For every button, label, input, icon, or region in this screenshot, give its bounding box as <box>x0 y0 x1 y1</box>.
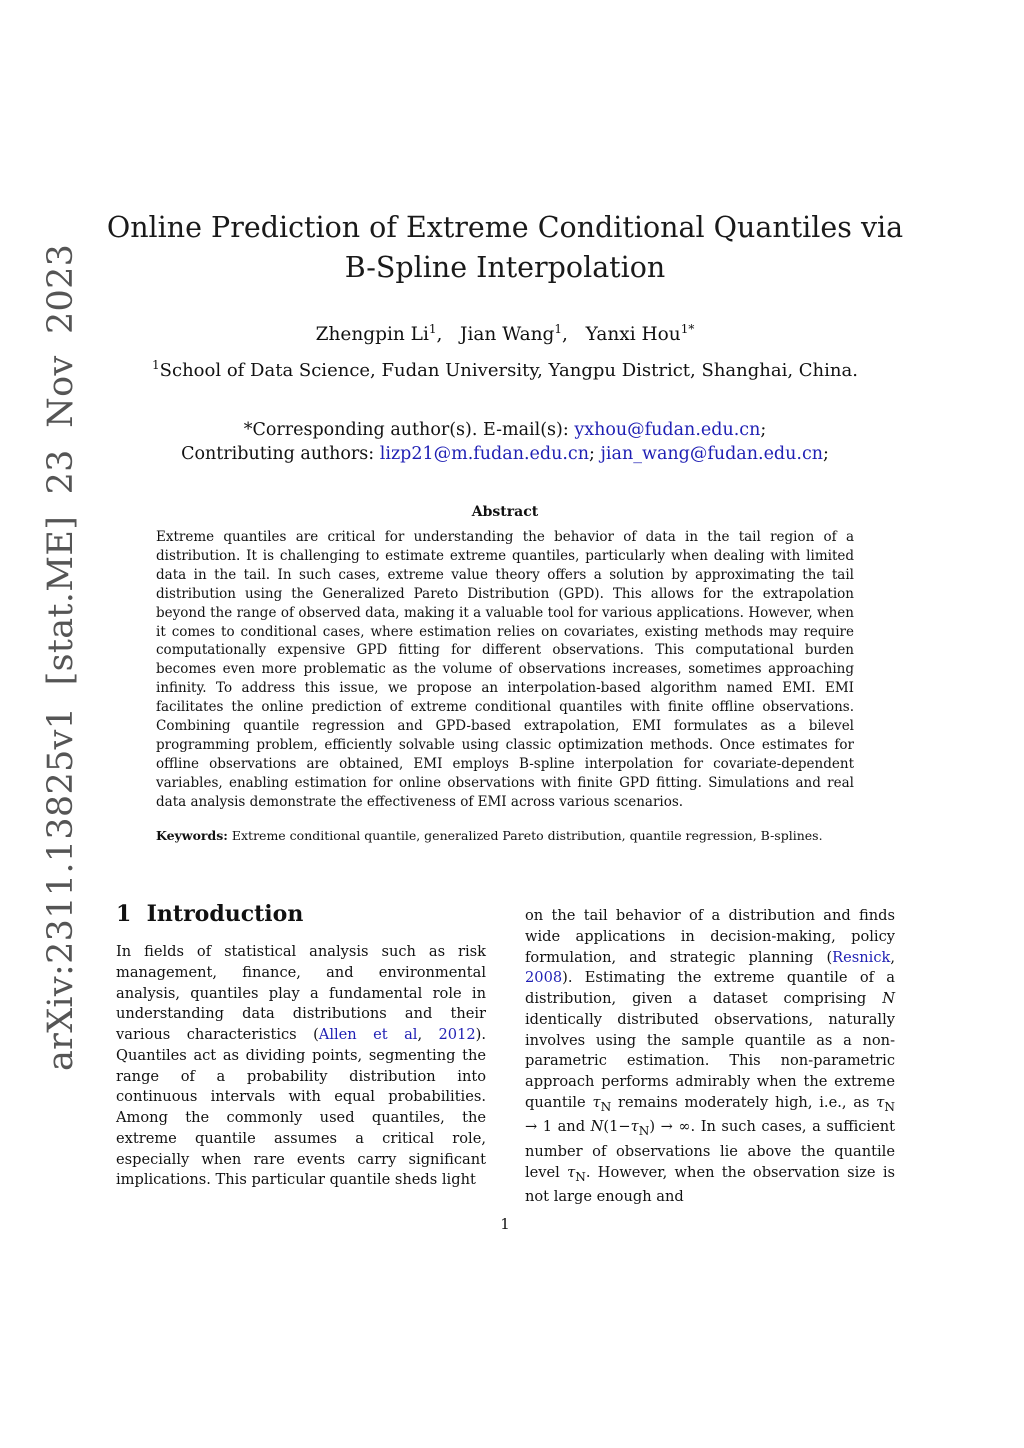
author-list: Zhengpin Li$^1$, Jian Wang$^1$, Yanxi Hou$^{1*}$ <box>315 322 695 346</box>
title-line-2: B-Spline Interpolation <box>344 251 666 284</box>
title-line-1: Online Prediction of Extreme Conditional Quantiles via <box>106 211 904 244</box>
paper-title <box>100 208 910 288</box>
keywords-text: Extreme conditional quantile, generalized Pareto distribution, quantile regression, B-splines. <box>231 828 823 843</box>
corresponding-label: *Corresponding author(s). E-mail(s): <box>243 420 569 440</box>
math-subscript: N <box>575 1169 586 1184</box>
author-name: Yanxi Hou <box>585 324 681 346</box>
keywords <box>156 827 854 845</box>
author-name: Jian Wang <box>460 324 555 346</box>
page-number: 1 <box>500 1215 510 1233</box>
citation-year-link[interactable]: 2012 <box>438 1026 476 1043</box>
separator: ; <box>589 444 595 464</box>
citation-year-link[interactable]: 2008 <box>525 969 563 987</box>
body-text: In fields of statistical analysis such as risk management, finance, and environmental analysis, quantiles play a fundamental role in understanding data distributions and their various characteristics ( <box>116 943 486 1043</box>
math-symbol: τ <box>630 1118 639 1136</box>
body-text: . However, when the observation size is not large enough and <box>525 1163 895 1206</box>
math-symbol: N <box>882 990 895 1007</box>
math-subscript: N <box>638 1124 650 1139</box>
math-symbol: τ <box>567 1163 576 1181</box>
author-name: Zhengpin Li <box>315 324 429 346</box>
math-subscript: N <box>884 1099 895 1114</box>
body-text: ). Quantiles act as dividing points, segmenting the range of a probability distribution into continuous intervals with equal probabilities. Among the commonly used quantiles, the extreme quantile assumes a critical role, especially when rare events carry significant implications. This particular quantile sheds light <box>116 1026 486 1189</box>
author-affil-mark: 1 <box>428 322 437 336</box>
section-heading <box>116 898 303 930</box>
intro-left-column <box>116 942 486 1191</box>
body-text: identically distributed observations, naturally involves using the sample quantile as a non-parametric estimation. This non-parametric approach performs admirably when the extreme quantile <box>525 1010 895 1111</box>
math-symbol: τ <box>876 1093 885 1111</box>
body-text: (1− <box>603 1118 631 1136</box>
body-text: remains moderately high, i.e., as <box>611 1093 877 1111</box>
keywords-label: Keywords: <box>156 828 228 843</box>
abstract-text: Extreme quantiles are critical for understanding the behavior of data in the tail region of a distribution. It is challenging to estimate extreme quantiles, particularly when dealing with limited data in the tail. In such cases, extreme value theory offers a solution by approximating the tail distribution using the Generalized Pareto Distribution (GPD). This allows for the extrapolation beyond the range of observed data, making it a valuable tool for various applications. However, when it comes to conditional cases, where estimation relies on covariates, existing methods may require computationally expensive GPD fitting for different observations. This computational burden becomes even more problematic as the volume of observations increases, sometimes approaching infinity. To address this issue, we propose an interpolation-based algorithm named EMI. EMI facilitates the online prediction of extreme conditional quantiles with finite offline observations. Combining quantile regression and GPD-based extrapolation, EMI formulates as a bilevel programming problem, efficiently solvable using classic optimization methods. Once estimates for offline observations are obtained, EMI employs B-spline interpolation for covariate-dependent variables, enabling estimation for online observations with finite GPD fitting. Simulations and real data analysis demonstrate the effectiveness of EMI across various scenarios. <box>156 529 854 810</box>
arxiv-stamp: arXiv:2311.13825v1 [stat.ME] 23 Nov 2023 <box>41 243 81 1071</box>
corresponding-line <box>100 418 910 442</box>
intro-right-column <box>525 906 895 1208</box>
contributing-label: Contributing authors: <box>181 444 375 464</box>
abstract-heading: Abstract <box>471 504 539 520</box>
corresponding-email-link[interactable]: yxhou@fudan.edu.cn <box>574 420 761 440</box>
section-number: 1 <box>116 901 132 927</box>
author-affil-mark: 1 <box>554 322 563 336</box>
affiliation <box>100 352 910 384</box>
affiliation-mark: 1 <box>152 358 160 372</box>
math-subscript: N <box>600 1099 612 1114</box>
separator: ; <box>823 444 829 464</box>
affiliation-text: School of Data Science, Fudan University, Yangpu District, Shanghai, China. <box>159 360 858 381</box>
contributing-line <box>100 442 910 466</box>
author-affil-mark: 1* <box>680 322 695 336</box>
body-text: on the tail behavior of a distribution and finds wide applications in decision-making, policy formulation, and strategic planning ( <box>525 907 895 966</box>
citation-link-resnick[interactable]: Resnick <box>832 948 891 966</box>
contributing-email-link-1[interactable]: lizp21@m.fudan.edu.cn <box>379 444 589 464</box>
section-title: Introduction <box>146 901 304 927</box>
separator: ; <box>760 420 767 440</box>
body-text: → 1 and <box>525 1118 591 1136</box>
body-text: ) → ∞. In such cases, a sufficient number of observations lie above the quantile level <box>525 1118 896 1181</box>
contributing-email-link-2[interactable]: jian_wang@fudan.edu.cn <box>600 444 824 464</box>
math-symbol: τ <box>592 1093 601 1111</box>
body-text: ). Estimating the extreme quantile of a distribution, given a dataset comprising <box>525 969 895 1007</box>
math-symbol: N <box>590 1118 604 1136</box>
contact-info <box>100 418 910 466</box>
citation-link-allen[interactable]: Allen et al <box>318 1026 418 1043</box>
body-text: , <box>890 948 895 966</box>
body-text: , <box>417 1026 439 1043</box>
